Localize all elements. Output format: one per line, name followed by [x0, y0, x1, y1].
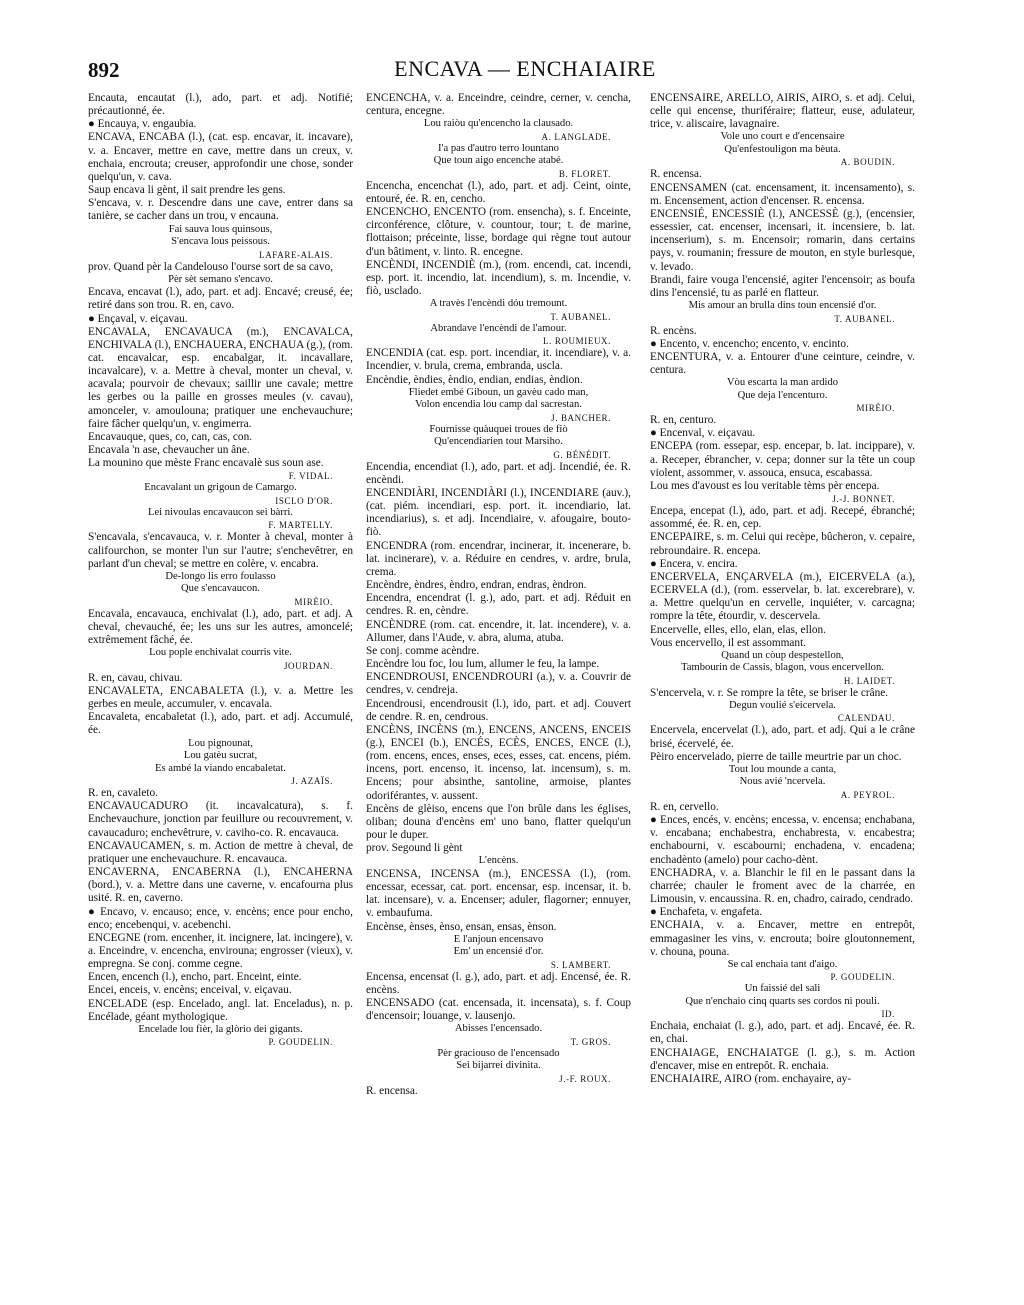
dictionary-entry: ● Encera, v. encira. — [650, 557, 738, 570]
dictionary-entry: ENCEGNE (rom. encenher, it. incignere, lat. incingere), v. a. Enceindre, v. encencha, envirouna; engrosser (vieux), v. empregna. Se conj. comme cegne. — [88, 931, 353, 971]
dictionary-entry: Se conj. comme acèndre. — [366, 644, 480, 657]
citation-line: L'encèns. — [478, 855, 519, 867]
citation-author: S. LAMBERT. — [550, 959, 611, 970]
dictionary-entry: S'encervela, v. r. Se rompre la tête, se briser le crâne. — [650, 686, 889, 699]
dictionary-entry: ENCHAIAGE, ENCHAIATGE (l. g.), s. m. Action d'encaver, mise en entrepôt. R. enchaia. — [650, 1046, 915, 1072]
dictionary-entry: ENCENSA, INCENSA (m.), ENCESSA (l.), (rom. encessar, ecessar, cat. port. encensar, esp. incensar, it. b. lat. incensare), v. a. Encenser; aduler, flagorner; ennuyer, v. embaufuma. — [366, 867, 631, 920]
citation-line: Vole uno court e d'encensaire — [720, 131, 845, 143]
dictionary-entry: ENCENDIA (cat. esp. port. incendiar, it. incendiare), v. a. Incendier, v. brula, crema, embranda, uscla. — [366, 347, 631, 373]
citation-line: Fournisse quàuquei troues de fiò — [429, 423, 568, 435]
citation-author: T. AUBANEL. — [550, 311, 611, 322]
dictionary-entry: ENCELADE (esp. Encelado, angl. lat. Enceladus), n. p. Encélade, géant mythologique. — [88, 997, 353, 1023]
dictionary-entry: Pèiro encervelado, pierre de taille meurtrie par un choc. — [650, 750, 902, 763]
citation-author: T. AUBANEL. — [834, 313, 895, 324]
dictionary-entry: R. encensa. — [650, 168, 702, 181]
dictionary-entry: Encavauque, ques, co, can, cas, con. — [88, 430, 253, 443]
dictionary-entry: ENCÈNDRE (rom. cat. encendre, it. lat. incendere), v. a. Allumer, dans l'Aude, v. abra, aluma, atuba. — [366, 618, 631, 644]
citation-line: Que toun aigo encenche atabé. — [433, 155, 564, 167]
dictionary-entry: prov. Quand pèr la Candelouso l'ourse sort de sa cavo, — [88, 260, 334, 273]
dictionary-entry: Encendra, encendrat (l. g.), ado, part. et adj. Réduit en cendres. R. en, cèndre. — [366, 592, 631, 618]
dictionary-entry: ENCERVELA, ENÇARVELA (m.), EICERVELA (a.), ECERVELA (d.), (rom. esservelar, b. lat. excerebrare), v. a. Mettre quelqu'un en cervelle, inquiéter, v. carcagna; rompre la tête, étourdir, v. descervela. — [650, 570, 915, 623]
column-left — [88, 92, 353, 1292]
dictionary-entry: ENCEPA (rom. essepar, esp. encepar, b. lat. incippare), v. a. Receper, ébrancher, v. cepa; donner sur la tête un coup violent, assommer, v. assouca, ensuca, escabassa. — [650, 440, 915, 479]
dictionary-entry: ENCAVALETA, ENCABALETA (l.), v. a. Mettre les gerbes en meule, accumuler, v. encavala. — [88, 685, 353, 711]
dictionary-entry: Encensa, encensat (l. g.), ado, part. et adj. Encensé, ée. R. encèns. — [366, 970, 631, 996]
citation-author: A. LANGLADE. — [541, 131, 611, 142]
citation-author: L. ROUMIEUX. — [543, 336, 611, 347]
citation-line: A travès l'encèndi dóu tremount. — [429, 298, 568, 310]
citation-author: G. BÉNÉDIT. — [553, 449, 611, 460]
citation-line: Degun voulié s'eicervela. — [729, 699, 836, 711]
dictionary-entry: ENCHADRA, v. a. Blanchir le fil en le passant dans la charrée; chauler le froment avec de la charrée, en Limousin, v. encaussina. R. en, chadro, cairado, cendrado. — [650, 866, 915, 906]
citation-line: Pèr graciouso de l'encensado — [437, 1047, 560, 1059]
citation-line: Lei nivoulas encavaucon sei bàrri. — [147, 506, 294, 518]
dictionary-entry: S'encava, v. r. Descendre dans une cave, entrer dans sa tanière, se cacher dans un trou, v encauna. — [88, 197, 353, 223]
dictionary-entry: ● Enchafeta, v. engafeta. — [650, 906, 763, 919]
dictionary-entry: ENCAVAUCADURO (it. incavalcatura), s. f. Enchevauchure, jonction par feuillure ou recouvrement, v. cavaucaduro; enchevêtrure, v. caviho-co. R. encavauca. — [88, 800, 353, 839]
dictionary-entry: ENCEPAIRE, s. m. Celui qui recèpe, bûcheron, v. cepaire, rebroundaire. R. encepa. — [650, 531, 915, 557]
dictionary-entry: La mounino que mèste Franc encavalè sus soun ase. — [88, 457, 324, 470]
dictionary-entry: Encèndre, èndres, èndro, endran, endras, èndron. — [366, 579, 587, 592]
running-head: ENCAVA — ENCHAIAIRE — [394, 56, 656, 81]
dictionary-entry: S'encavala, s'encavauca, v. r. Monter à cheval, monter à califourchon, se monter l'un sur l'autre; s'enchevêtrer, en parlant d'un cheval; se mettre en colère, v. encabra. — [88, 531, 353, 570]
citation-author: T. GROS. — [570, 1036, 611, 1047]
dictionary-entry: Encèns de glèiso, encens que l'on brûle dans les églises, oliban; douna d'encèns em' uno bano, flatter quelqu'un pour le duper. — [366, 802, 631, 842]
dictionary-entry: R. en, cavau, chivau. — [88, 671, 183, 684]
citation-line: Lou pople enchivalat courris vite. — [149, 647, 292, 659]
citation-author: F. VIDAL. — [288, 471, 333, 482]
citation-author: ID. — [881, 1009, 895, 1020]
dictionary-entry: ENCENDIÀRI, INCENDIÀRI (l.), INCENDIARE (auv.), (cat. piém. incendiari, esp. port. it. incendiario, lat. incendiarius), s. et adj. Incendiaire, v. afougaire, bouto-fiò. — [366, 487, 631, 539]
column-right — [650, 92, 915, 1292]
dictionary-entry: Enchaia, enchaiat (l. g.), ado, part. et adj. Encavé, ée. R. en, chai. — [650, 1020, 915, 1046]
dictionary-entry: ENCENDROUSI, ENCENDROURI (a.), v. a. Couvrir de cendres, v. cendreja. — [366, 671, 631, 697]
citation-author: P. GOUDELIN. — [268, 1037, 333, 1048]
citation-line: Abisses l'encensado. — [454, 1023, 543, 1035]
dictionary-entry: ENCENSAIRE, ARELLO, AIRIS, AIRO, s. et adj. Celui, celle qui encense, thuriféraire; flatteur, euse, adulateur, trice, v. aliscaire, lavagnaire. — [650, 92, 915, 131]
dictionary-entry: R. en, cavaleto. — [88, 787, 158, 800]
dictionary-entry: R. en, cervello. — [650, 800, 719, 813]
dictionary-entry: Encava, encavat (l.), ado, part. et adj. Encavé; creusé, ée; retiré dans son trou. R. en, cavo. — [88, 286, 353, 312]
dictionary-entry: Encauta, encautat (l.), ado, part. et adj. Notifié; précautionné, ée. — [88, 92, 353, 118]
citation-line: Volon encendia lou camp dal sacrestan. — [415, 399, 582, 411]
citation-author: ISCLO D'OR. — [275, 495, 333, 506]
citation-line: Tout lou mounde a canta, — [728, 763, 837, 775]
citation-author: MIRÈIO. — [294, 596, 333, 607]
citation-line: Nous avié 'ncervela. — [739, 776, 826, 788]
dictionary-entry: Encavaleta, encabaletat (l.), ado, part. et adj. Accumulé, ée. — [88, 711, 353, 737]
citation-line: Abrandave l'encèndi de l'amour. — [430, 322, 567, 334]
citation-line: Que s'encavaucon. — [181, 583, 260, 595]
citation-author: A. PEYROL. — [840, 789, 895, 800]
citation-author: J. AZAÏS. — [291, 776, 333, 787]
dictionary-entry: Encènse, ènses, ènso, ensan, ensas, ènson. — [366, 920, 557, 933]
citation-author: MIRÈIO. — [856, 403, 895, 414]
dictionary-entry: ENCÈNDI, INCENDIÈ (m.), (rom. encendi, cat. incendi, esp. port. it. incendio, lat. incendium), s. m. Incendie, v. fiò, usclado. — [366, 258, 631, 298]
citation-line: Lou gatèu sucrat, — [183, 750, 258, 762]
dictionary-entry: ● Encauya, v. engaubia. — [88, 118, 197, 131]
citation-author: JOURDAN. — [283, 660, 333, 671]
citation-line: S'encava lous peissous. — [171, 236, 270, 248]
dictionary-entry: Saup encava li gènt, il sait prendre les gens. — [88, 184, 286, 197]
citation-author: CALENDAU. — [837, 713, 895, 724]
dictionary-entry: ENCENDRA (rom. encendrar, incinerar, it. incenerare, b. lat. incinerare), v. a. Réduire en cendres, v. ardre, brula, crema. — [366, 539, 631, 578]
citation-author: B. FLORET. — [558, 168, 611, 179]
dictionary-entry: Encervelle, elles, ello, elan, elas, ellon. — [650, 623, 826, 636]
dictionary-entry: Encei, enceis, v. encèns; enceival, v. eiçavau. — [88, 984, 292, 997]
dictionary-entry: Vous encervello, il est assommant. — [650, 636, 807, 649]
dictionary-entry: ENCAVALA, ENCAVAUCA (m.), ENCAVALCA, ENCHIVALA (l.), ENCHAUERA, ENCHAUA (g.), (rom. cat. encavalcar, esp. encabalgar, it. incavallare, incavalcare), v. a. Mettre à cheval, monter un cheval, v. acavala; pourvoir de chevaux; saillir une cavale; mettre les gerbes ou la paille en grosses meules (v. cavau), amonceler, v. amoulouna; pratiquer une enchevauchure; faire fâcher quelqu'un, v. engimerra. — [88, 325, 353, 430]
dictionary-entry: ENCENSAMEN (cat. encensament, it. incensamento), s. m. Encensement, action d'encenser. R. encensa. — [650, 181, 915, 207]
dictionary-entry: Encèndre lou foc, lou lum, allumer le feu, la lampe. — [366, 658, 600, 671]
citation-author: J. BANCHER. — [551, 412, 611, 423]
citation-line: Tambourin de Cassis, blagon, vous encervellon. — [681, 662, 884, 674]
dictionary-entry: Encavala 'n ase, chevaucher un âne. — [88, 444, 250, 457]
column-middle — [366, 92, 631, 1292]
citation-line: Qu'encendiarien tout Marsiho. — [434, 436, 563, 448]
citation-line: De-longo lis erro foulasso — [165, 570, 276, 582]
dictionary-entry: Lou mes d'avoust es lou veritable tèms pèr encepa. — [650, 479, 880, 492]
dictionary-entry: ENCÈNS, INCÈNS (m.), ENCENS, ANCENS, ENCEIS (g.), ENCEI (b.), ENCÉS, ECÈS, ENCES, ENCE (l.), (rom. encens, ences, enses, eces, esses, cat. encens, piém. incens, port. encenso, it. incenso, lat. incensum), s. m. Encens; pour absinthe, santoline, armoise, plantes odoriférantes, v. aussent. — [366, 723, 631, 802]
dictionary-entry: R. encensa. — [366, 1084, 418, 1097]
dictionary-entry: Brandi, faire vouga l'encensié, agiter l'encensoir; as boufa dins l'encensié, tu as parlé en flatteur. — [650, 273, 915, 299]
dictionary-entry: prov. Segound li gènt — [366, 842, 463, 855]
dictionary-entry: ● Ences, encés, v. encèns; encessa, v. encensa; enchabana, v. encabana; enchabestra, enchabresta, v. encabestra; enchabourni, v. escabourni; enchadena, v. encadena; enchadènto (amelo) pour cacho-dènt. — [650, 814, 915, 866]
citation-line: Qu'enfestouligon ma bèuta. — [724, 143, 841, 155]
citation-line: Se cal enchaia tant d'aigo. — [727, 958, 838, 970]
dictionary-entry: Encavala, encavauca, enchivalat (l.), ado, part. et adj. A cheval, chevauché, ée; les uns sur les autres, amoncelé; extrêmement fâché, ée. — [88, 607, 353, 647]
citation-line: Fliedet embé Giboun, un gavèu cado man, — [408, 386, 589, 398]
citation-line: E l'anjoun encensavo — [453, 933, 544, 945]
citation-author: P. GOUDELIN. — [830, 972, 895, 983]
dictionary-entry: ENCAVA, ENCABA (l.), (cat. esp. encavar, it. incavare), v. a. Encaver, mettre en cave, mettre dans un creux, v. enchaia, encrouta; creuser, approfondir une chose, sonder quelqu'un, v. cava. — [88, 131, 353, 183]
citation-line: Em' un encensié d'or. — [453, 946, 544, 958]
dictionary-entry: ENCENCHA, v. a. Enceindre, ceindre, cerner, v. cencha, centura, encegne. — [366, 92, 631, 118]
dictionary-entry: ● Encenval, v. eiçavau. — [650, 427, 756, 440]
dictionary-entry: Encepa, encepat (l.), ado, part. et adj. Recepé, ébranché; assommé, ée. R. en, cep. — [650, 505, 915, 531]
citation-line: Que deja l'encenturo. — [737, 389, 828, 401]
citation-author: LAFARE-ALAIS. — [259, 249, 333, 260]
dictionary-entry: ENCENSADO (cat. encensada, it. incensata), s. f. Coup d'encensoir; louange, v. lausenjo. — [366, 996, 631, 1023]
dictionary-entry: ENCENSIÉ, ENCESSIÈ (l.), ANCESSÈ (g.), (encensier, essessier, cat. encenser, incensari, it. incensiere, b. lat. incenserium), s. m. Encensoir; romarin, dans certains pays, v. roumanin; fressure de mouton, en style burlesque, v. levado. — [650, 207, 915, 273]
dictionary-entry: Encencha, encenchat (l.), ado, part. et adj. Ceint, ointe, entouré, ée. R. en, cencho. — [366, 179, 631, 205]
dictionary-entry: Encendrousi, encendrousit (l.), ido, part. et adj. Couvert de cendre. R. en, cendrous. — [366, 697, 631, 723]
citation-line: Fai sauva lous quinsous, — [168, 223, 273, 235]
dictionary-entry: ● Ençaval, v. eiçavau. — [88, 312, 188, 325]
citation-line: Vòu escarta la man ardido — [726, 377, 839, 389]
page-number: 892 — [88, 58, 120, 82]
dictionary-entry: R. en, centuro. — [650, 414, 717, 427]
dictionary-entry: R. encèns. — [650, 324, 697, 337]
dictionary-entry: ENCENCHO, ENCENTO (rom. ensencha), s. f. Enceinte, circonférence, clôture, v. countour, tour; t. de marine, flottaison; préceinte, lisse, bordage qui règne tout autour d'un bâtiment, v. linto. R. encegne. — [366, 206, 631, 258]
citation-line: Encelade lou fièr, la glòrio dei gigants. — [138, 1023, 303, 1035]
dictionary-entry: Encervela, encervelat (l.), ado, part. et adj. Qui a le crâne brisé, écervelé, ée. — [650, 724, 915, 750]
citation-line: Quand un còup despestellon, — [721, 649, 844, 661]
citation-line: Mis amour an brulla dins toun encensié d'or. — [688, 300, 877, 312]
citation-author: J.-J. BONNET. — [832, 494, 895, 505]
citation-author: J.-F. ROUX. — [559, 1073, 611, 1084]
citation-author: F. MARTELLY. — [268, 520, 333, 531]
dictionary-entry: ENCAVERNA, ENCABERNA (l.), ENCAHERNA (bord.), v. a. Mettre dans une caverne, v. encafourna plus usité. R. en, caverno. — [88, 866, 353, 905]
citation-line: Un faissié del sali — [744, 983, 821, 995]
dictionary-entry: ENCHAIAIRE, AIRO (rom. enchayaire, ay- — [650, 1072, 852, 1085]
citation-author: H. LAIDET. — [843, 675, 895, 686]
citation-line: Lou pignounat, — [188, 737, 253, 749]
dictionary-entry: ENCENTURA, v. a. Entourer d'une ceinture, ceindre, v. centura. — [650, 350, 915, 376]
dictionary-entry: Encèndie, èndies, èndio, endian, endias, èndion. — [366, 373, 583, 386]
dictionary-entry: ENCAVAUCAMEN, s. m. Action de mettre à cheval, de pratiquer une enchevauchure. R. encavauca. — [88, 839, 353, 865]
dictionary-entry: ENCHAIA, v. a. Encaver, mettre en entrepôt, emmagasiner les vins, v. encrouta; boire gloutonnement, v. chouna, pouna. — [650, 919, 915, 958]
page-header — [80, 56, 970, 92]
dictionary-entry: Encendia, encendiat (l.), ado, part. et adj. Incendié, ée. R. encèndi. — [366, 460, 631, 486]
dictionary-entry: Encen, encench (l.), encho, part. Enceint, einte. — [88, 971, 302, 984]
citation-line: Pèr sèt semano s'encavo. — [168, 273, 273, 285]
citation-line: Es ambé la viando encabaletat. — [155, 762, 286, 774]
citation-line: Lou raiòu qu'encencho la clausado. — [423, 118, 574, 130]
citation-author: A. BOUDIN. — [840, 157, 895, 168]
citation-line: I'a pas d'autro terro lountano — [438, 142, 559, 154]
citation-line: Sei bijarrei divinita. — [456, 1060, 541, 1072]
citation-line: Encavalant un grigoun de Camargo. — [144, 482, 297, 494]
citation-line: Que n'enchaio cinq quarts ses cordos ni pouli. — [685, 995, 880, 1007]
dictionary-entry: ● Encento, v. encencho; encento, v. encinto. — [650, 337, 849, 350]
dictionary-entry: ● Encavo, v. encauso; ence, v. encèns; ence pour encho, enco; encebenqui, v. acebenchi. — [88, 905, 353, 931]
